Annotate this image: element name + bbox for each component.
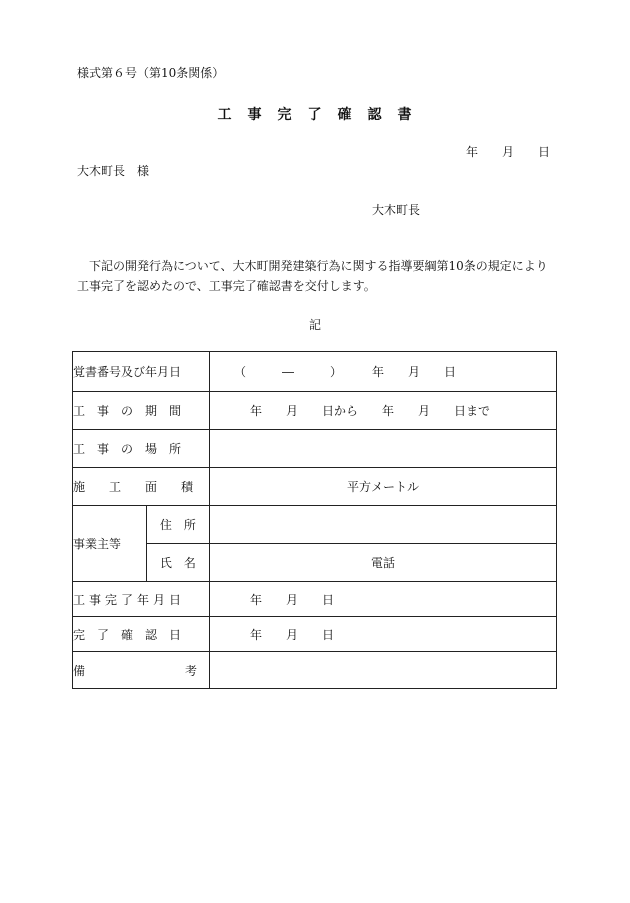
table-row <box>73 506 557 544</box>
remarks-label-second: 考 <box>184 663 197 678</box>
area-label: 施 工 面 積 <box>73 468 210 506</box>
name-value: 電話 <box>210 544 557 582</box>
table-row <box>73 652 557 689</box>
memo-label: 覚書番号及び年月日 <box>73 352 210 392</box>
period-label: 工 事 の 期 間 <box>73 392 210 430</box>
form-number: 様式第６号（第10条関係） <box>77 66 225 80</box>
area-value: 平方メートル <box>210 468 557 506</box>
address-value <box>210 506 557 544</box>
issuer: 大木町長 <box>372 203 421 217</box>
name-label: 氏 名 <box>146 544 209 582</box>
completion-label: 工事完了年月日 <box>73 582 210 617</box>
confirm-label: 完 了 確 認 日 <box>73 617 210 652</box>
addressee: 大木町長 様 <box>77 164 150 178</box>
document-title: 工 事 完 了 確 認 書 <box>217 107 413 123</box>
remarks-label <box>73 652 210 689</box>
table-row <box>73 582 557 617</box>
place-label: 工 事 の 場 所 <box>73 430 210 468</box>
completion-value: 年 月 日 <box>210 582 557 617</box>
owner-label: 事業主等 <box>73 506 147 582</box>
period-value: 年 月 日から 年 月 日まで <box>210 392 557 430</box>
table-row <box>73 392 557 430</box>
table-row <box>73 352 557 392</box>
ki-heading: 記 <box>308 318 321 332</box>
body-text: 下記の開発行為について、大木町開発建築行為に関する指導要綱第10条の規定により工事完了を認めたので、工事完了確認書を交付します。 <box>77 259 548 293</box>
details-table <box>72 351 557 689</box>
table-row <box>73 468 557 506</box>
memo-value: （ ― ） 年 月 日 <box>210 352 557 392</box>
table-row <box>73 430 557 468</box>
issue-date: 年 月 日 <box>465 145 550 159</box>
confirm-value: 年 月 日 <box>210 617 557 652</box>
place-value <box>210 430 557 468</box>
table-row <box>73 617 557 652</box>
remarks-value <box>210 652 557 689</box>
address-label: 住 所 <box>146 506 209 544</box>
remarks-label-first: 備 <box>73 663 86 678</box>
